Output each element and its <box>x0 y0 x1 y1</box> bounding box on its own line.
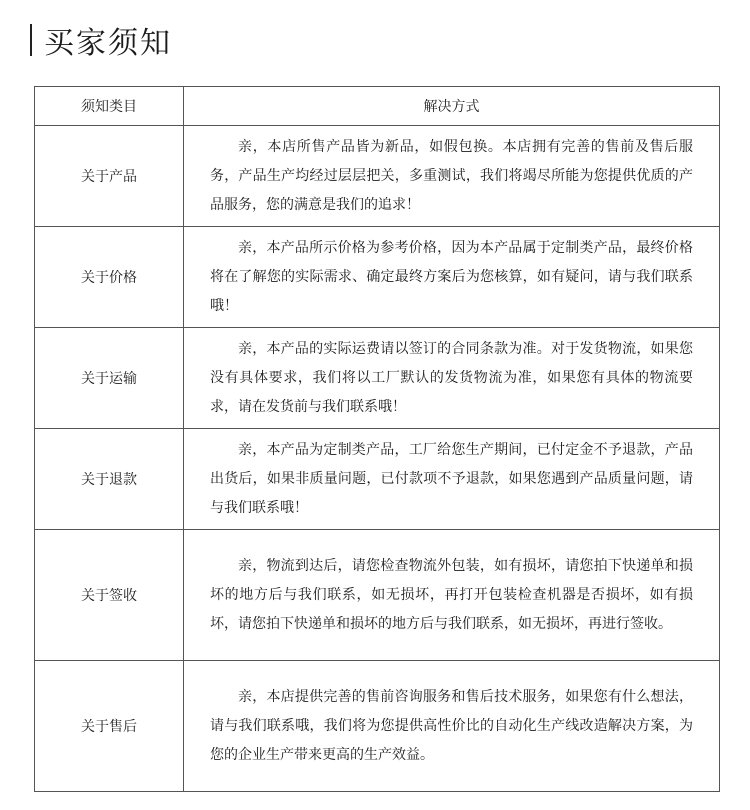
header-category: 须知类目 <box>35 87 184 126</box>
table-row <box>35 429 720 530</box>
table-header-row <box>35 87 720 126</box>
header-solution: 解决方式 <box>184 87 720 126</box>
table-row <box>35 227 720 328</box>
row-solution: 亲，本产品所示价格为参考价格，因为本产品属于定制类产品，最终价格将在了解您的实际需求、确定最终方案后为您核算，如有疑问，请与我们联系哦！ <box>184 227 720 328</box>
row-category: 关于运输 <box>35 328 184 429</box>
title-accent-bar <box>30 24 32 56</box>
row-solution: 亲，物流到达后，请您检查物流外包装，如有损坏，请您拍下快递单和损坏的地方后与我们联系，如无损坏，再打开包装检查机器是否损坏，如有损坏，请您拍下快递单和损坏的地方后与我们联系，如无损坏，再进行签收。 <box>184 530 720 661</box>
row-solution: 亲，本店提供完善的售前咨询服务和售后技术服务，如果您有什么想法，请与我们联系哦，我们将为您提供高性价比的自动化生产线改造解决方案，为您的企业生产带来更高的生产效益。 <box>184 661 720 792</box>
row-solution: 亲，本产品为定制类产品，工厂给您生产期间，已付定金不予退款，产品出货后，如果非质量问题，已付款项不予退款，如果您遇到产品质量问题，请与我们联系哦！ <box>184 429 720 530</box>
page-header <box>30 20 172 60</box>
table-row <box>35 328 720 429</box>
table-row <box>35 530 720 661</box>
row-category: 关于签收 <box>35 530 184 661</box>
row-category: 关于售后 <box>35 661 184 792</box>
buyer-notice-table <box>34 86 720 792</box>
row-solution: 亲，本店所售产品皆为新品，如假包换。本店拥有完善的售前及售后服务，产品生产均经过层层把关，多重测试，我们将竭尽所能为您提供优质的产品服务，您的满意是我们的追求！ <box>184 126 720 227</box>
row-category: 关于产品 <box>35 126 184 227</box>
table-row <box>35 126 720 227</box>
row-category: 关于退款 <box>35 429 184 530</box>
row-category: 关于价格 <box>35 227 184 328</box>
page-title: 买家须知 <box>44 26 172 61</box>
table-row <box>35 661 720 792</box>
row-solution: 亲，本产品的实际运费请以签订的合同条款为准。对于发货物流，如果您没有具体要求，我们将以工厂默认的发货物流为准，如果您有具体的物流要求，请在发货前与我们联系哦！ <box>184 328 720 429</box>
